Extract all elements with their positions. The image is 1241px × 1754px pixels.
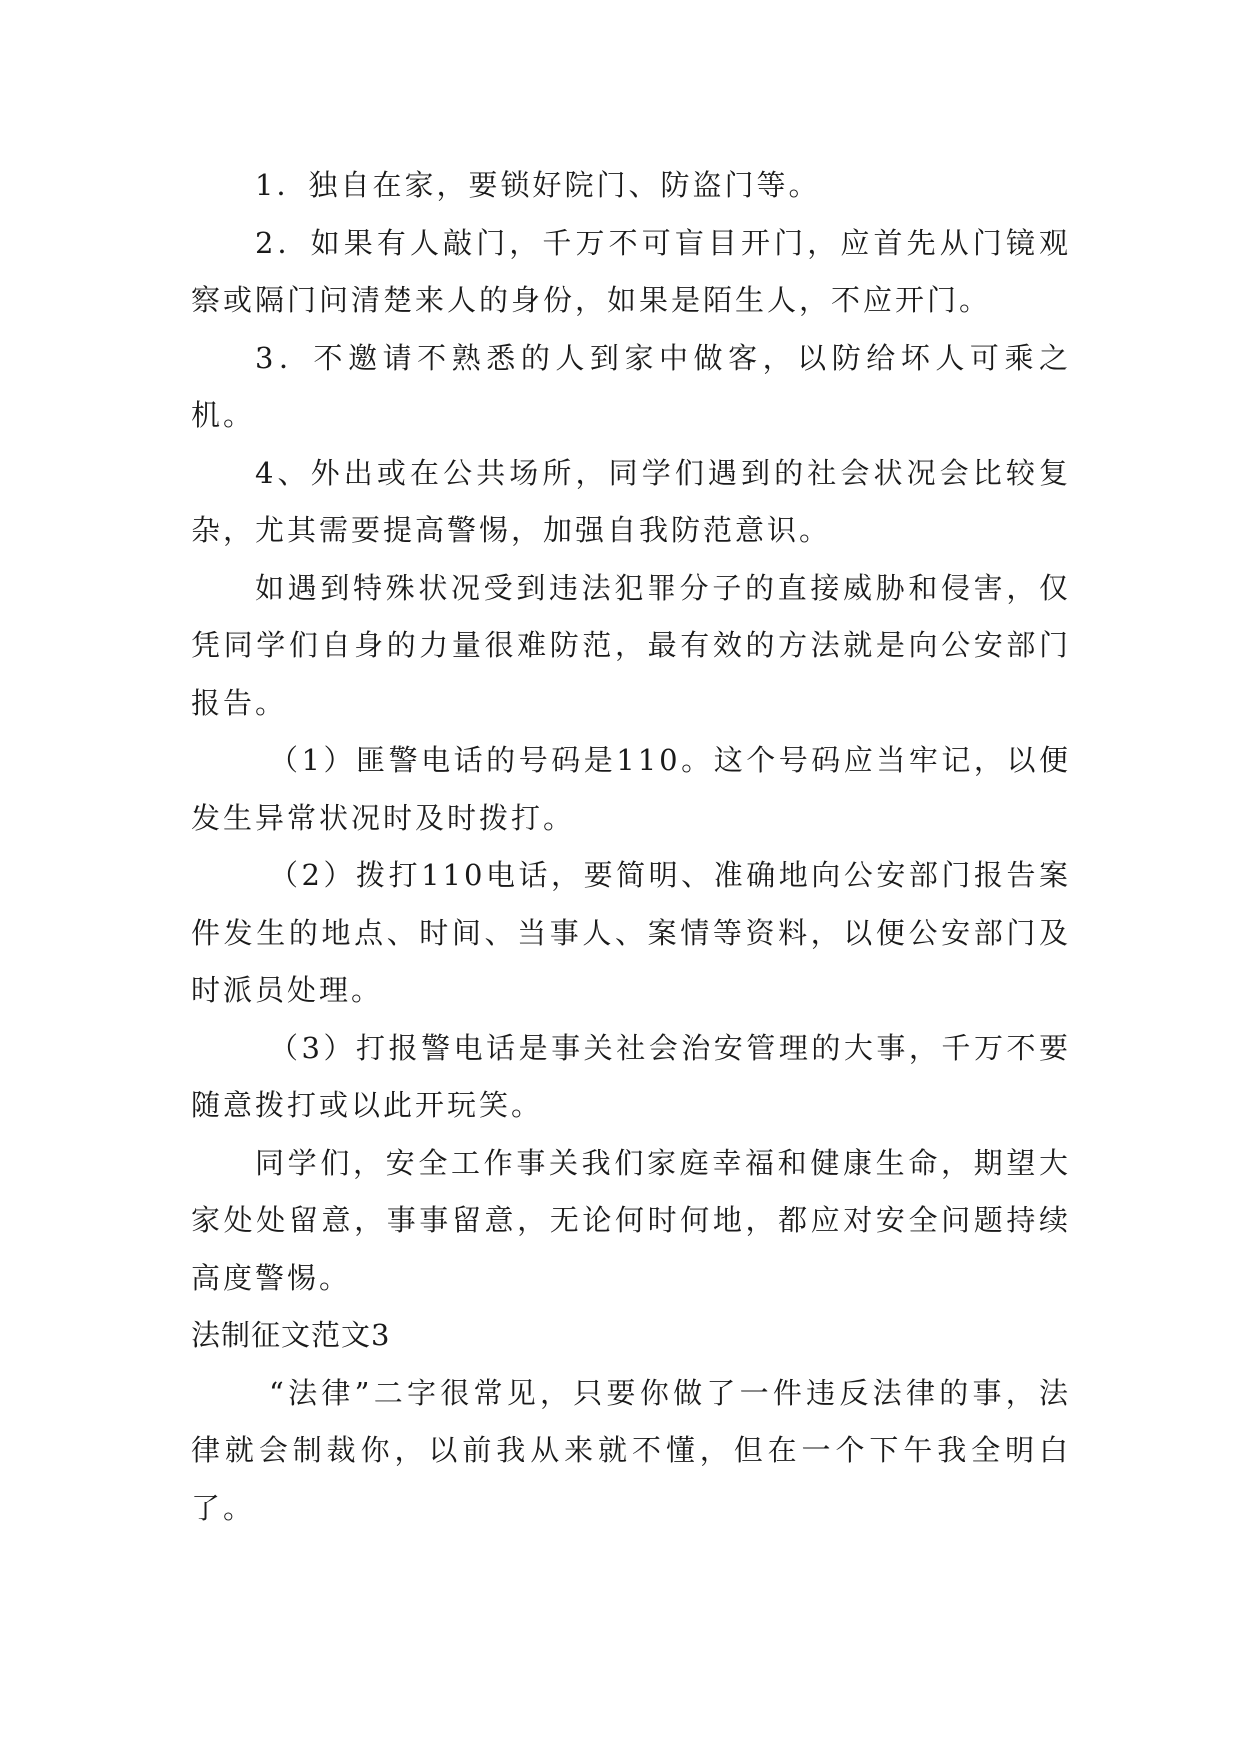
paragraph-police-report: 如遇到特殊状况受到违法犯罪分子的直接威胁和侵害，仅凭同学们自身的力量很难防范，最有效的方法就是向公安部门报告。 (191, 570, 1071, 720)
paragraph-sub-1: （1）匪警电话的号码是110。这个号码应当牢记，以便发生异常状况时及时拨打。 (191, 743, 1071, 835)
paragraph-item-2: 2．如果有人敲门，千万不可盲目开门，应首先从门镜观察或隔门问清楚来人的身份，如果是陌生人，不应开门。 (191, 225, 1071, 317)
paragraph-sub-2: （2）拨打110电话，要简明、准确地向公安部门报告案件发生的地点、时间、当事人、案情等资料，以便公安部门及时派员处理。 (191, 858, 1071, 1007)
paragraph-item-1: 1．独自在家，要锁好院门、防盗门等。 (255, 168, 821, 202)
document-body (191, 157, 1071, 1537)
paragraph-item-3: 3．不邀请不熟悉的人到家中做客，以防给坏人可乘之机。 (191, 340, 1071, 432)
paragraph-item-4: 4、外出或在公共场所，同学们遇到的社会状况会比较复杂，尤其需要提高警惕，加强自我防范意识。 (191, 455, 1071, 547)
paragraph-sub-3: （3）打报警电话是事关社会治安管理的大事，千万不要随意拨打或以此开玩笑。 (191, 1030, 1071, 1122)
section-heading: 法制征文范文3 (191, 1318, 391, 1352)
paragraph-closing: 同学们，安全工作事关我们家庭幸福和健康生命，期望大家处处留意，事事留意，无论何时何地，都应对安全问题持续高度警惕。 (191, 1145, 1071, 1295)
paragraph-essay-opening: “法律”二字很常见，只要你做了一件违反法律的事，法律就会制裁你，以前我从来就不懂，但在一个下午我全明白了。 (191, 1375, 1071, 1525)
